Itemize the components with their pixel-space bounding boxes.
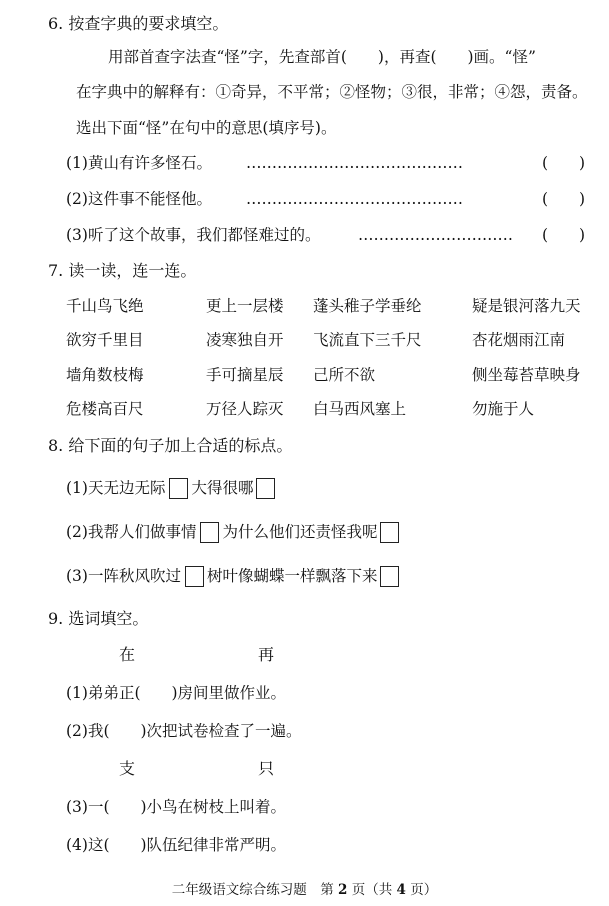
q7-col1-item[interactable]: 危楼高百尺 bbox=[66, 400, 144, 418]
q7-col3-item[interactable]: 飞流直下三千尺 bbox=[313, 331, 422, 349]
q7-col4-item[interactable]: 勿施于人 bbox=[472, 400, 535, 418]
punctuation-box[interactable] bbox=[380, 566, 399, 587]
q8-item-1-part-b: 大得很哪 bbox=[191, 479, 254, 497]
q6-item-2-dots: …………………………………… bbox=[246, 190, 463, 208]
q6-item-3-answer[interactable]: ( ) bbox=[542, 226, 586, 244]
q6-title: 6. 按查字典的要求填空。 bbox=[48, 14, 229, 33]
q8-item-3-part-b: 树叶像蝴蝶一样飘落下来 bbox=[206, 567, 378, 585]
q9-sentence-1: (1)弟弟正( )房间里做作业。 bbox=[66, 684, 287, 702]
punctuation-box[interactable] bbox=[169, 478, 188, 499]
q7-col2-item[interactable]: 手可摘星辰 bbox=[206, 366, 284, 384]
q8-item-1-part-a: (1)天无边无际 bbox=[66, 479, 166, 497]
q9-word-choice: 再 bbox=[258, 645, 275, 664]
q6-line3: 选出下面“怪”在句中的意思(填序号)。 bbox=[76, 119, 337, 137]
q6-line1: 用部首查字法查“怪”字，先查部首( )，再查( )画。“怪” bbox=[108, 48, 536, 66]
footer-mid: 页（共 bbox=[351, 882, 393, 898]
footer-suffix: 页） bbox=[410, 882, 438, 898]
punctuation-box[interactable] bbox=[380, 522, 399, 543]
q7-col2-item[interactable]: 凌寒独自开 bbox=[206, 331, 284, 349]
q8-item-3 bbox=[66, 566, 402, 588]
q7-col4-item[interactable]: 疑是银河落九天 bbox=[472, 297, 581, 315]
punctuation-box[interactable] bbox=[200, 522, 219, 543]
q8-item-2-part-b: 为什么他们还责怪我呢 bbox=[222, 523, 378, 541]
footer-total-pages: 4 bbox=[396, 882, 406, 898]
footer-page-number: 2 bbox=[338, 882, 348, 898]
q9-title: 9. 选词填空。 bbox=[48, 609, 149, 628]
q9-sentence-2: (2)我( )次把试卷检查了一遍。 bbox=[66, 722, 302, 740]
footer-prefix: 二年级语文综合练习题 第 bbox=[171, 882, 334, 898]
q6-item-1-text: (1)黄山有许多怪石。 bbox=[66, 154, 212, 172]
q6-item-3-text: (3)听了这个故事，我们都怪难过的。 bbox=[66, 226, 321, 244]
q6-item-2-answer[interactable]: ( ) bbox=[542, 190, 586, 208]
q6-item-1-dots: …………………………………… bbox=[246, 154, 463, 172]
q6-item-2 bbox=[66, 189, 586, 209]
q6-item-3-dots: ………………………… bbox=[358, 226, 513, 244]
q7-col2-item[interactable]: 更上一层楼 bbox=[206, 297, 284, 315]
q8-item-1 bbox=[66, 478, 278, 500]
q6-line2: 在字典中的解释有：①奇异，不平常；②怪物；③很，非常；④怨，责备。 bbox=[76, 83, 588, 101]
q6-item-1-answer[interactable]: ( ) bbox=[542, 154, 586, 172]
q9-sentence-3: (3)一( )小鸟在树枝上叫着。 bbox=[66, 798, 287, 816]
q9-word-choice: 只 bbox=[258, 759, 275, 778]
q9-word-choice: 支 bbox=[119, 759, 136, 778]
page-footer bbox=[0, 878, 609, 898]
q6-item-2-text: (2)这件事不能怪他。 bbox=[66, 190, 212, 208]
q7-col1-item[interactable]: 千山鸟飞绝 bbox=[66, 297, 144, 315]
punctuation-box[interactable] bbox=[185, 566, 204, 587]
q7-col3-item[interactable]: 蓬头稚子学垂纶 bbox=[313, 297, 422, 315]
q7-col3-item[interactable]: 己所不欲 bbox=[313, 366, 376, 384]
q7-title: 7. 读一读，连一连。 bbox=[48, 261, 197, 280]
q8-item-2-part-a: (2)我帮人们做事情 bbox=[66, 523, 197, 541]
q9-sentence-4: (4)这( )队伍纪律非常严明。 bbox=[66, 836, 287, 854]
q7-col2-item[interactable]: 万径人踪灭 bbox=[206, 400, 284, 418]
q8-item-2 bbox=[66, 522, 402, 544]
q7-col1-item[interactable]: 欲穷千里目 bbox=[66, 331, 144, 349]
q7-col3-item[interactable]: 白马西风塞上 bbox=[313, 400, 407, 418]
q8-item-3-part-a: (3)一阵秋风吹过 bbox=[66, 567, 181, 585]
q7-col4-item[interactable]: 侧坐莓苔草映身 bbox=[472, 366, 581, 384]
punctuation-box[interactable] bbox=[256, 478, 275, 499]
q8-title: 8. 给下面的句子加上合适的标点。 bbox=[48, 436, 293, 455]
q9-word-choice: 在 bbox=[119, 645, 136, 664]
q7-col4-item[interactable]: 杏花烟雨江南 bbox=[472, 331, 566, 349]
q6-item-1 bbox=[66, 153, 586, 173]
q7-col1-item[interactable]: 墙角数枝梅 bbox=[66, 366, 144, 384]
q6-item-3 bbox=[66, 225, 586, 245]
